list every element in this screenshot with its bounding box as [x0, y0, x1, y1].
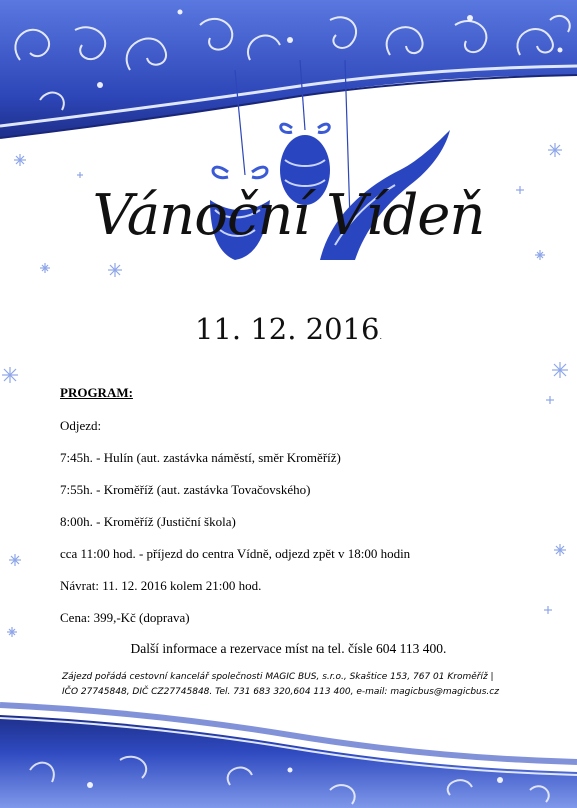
bottom-banner [0, 705, 577, 808]
program-line: 7:45h. - Hulín (aut. zastávka náměstí, směr Kroměříž) [60, 450, 341, 465]
event-date [0, 312, 577, 346]
page-title: Vánoční Vídeň [92, 183, 485, 248]
program-line: cca 11:00 hod. - příjezd do centra Vídně, odjezd zpět v 18:00 hodin [60, 546, 411, 561]
program-line: Cena: 399,-Kč (doprava) [60, 610, 190, 625]
footer-line-1: Zájezd pořádá cestovní kancelář společnosti MAGIC BUS, s.r.o., Skaštice 153, 767 01 Kroměříž | [62, 672, 494, 682]
program-line: 7:55h. - Kroměříž (aut. zastávka Tovačovského) [60, 482, 311, 497]
program-heading: PROGRAM: [60, 385, 133, 400]
program-line: Odjezd: [60, 418, 102, 433]
event-date-suffix: . [379, 332, 383, 341]
top-banner [0, 0, 577, 138]
program-line: 8:00h. - Kroměříž (Justiční škola) [60, 514, 236, 529]
event-date-value: 11. 12. 2016 [194, 312, 380, 346]
contact-info: Další informace a rezervace míst na tel. čísle 604 113 400. [130, 641, 447, 656]
footer-line-2: IČO 27745848, DIČ CZ27745848. Tel. 731 683 320,604 113 400, e-mail: magicbus@magicbus.cz [62, 687, 499, 697]
organizer-footer [62, 670, 522, 700]
program-line: Návrat: 11. 12. 2016 kolem 21:00 hod. [60, 578, 262, 593]
